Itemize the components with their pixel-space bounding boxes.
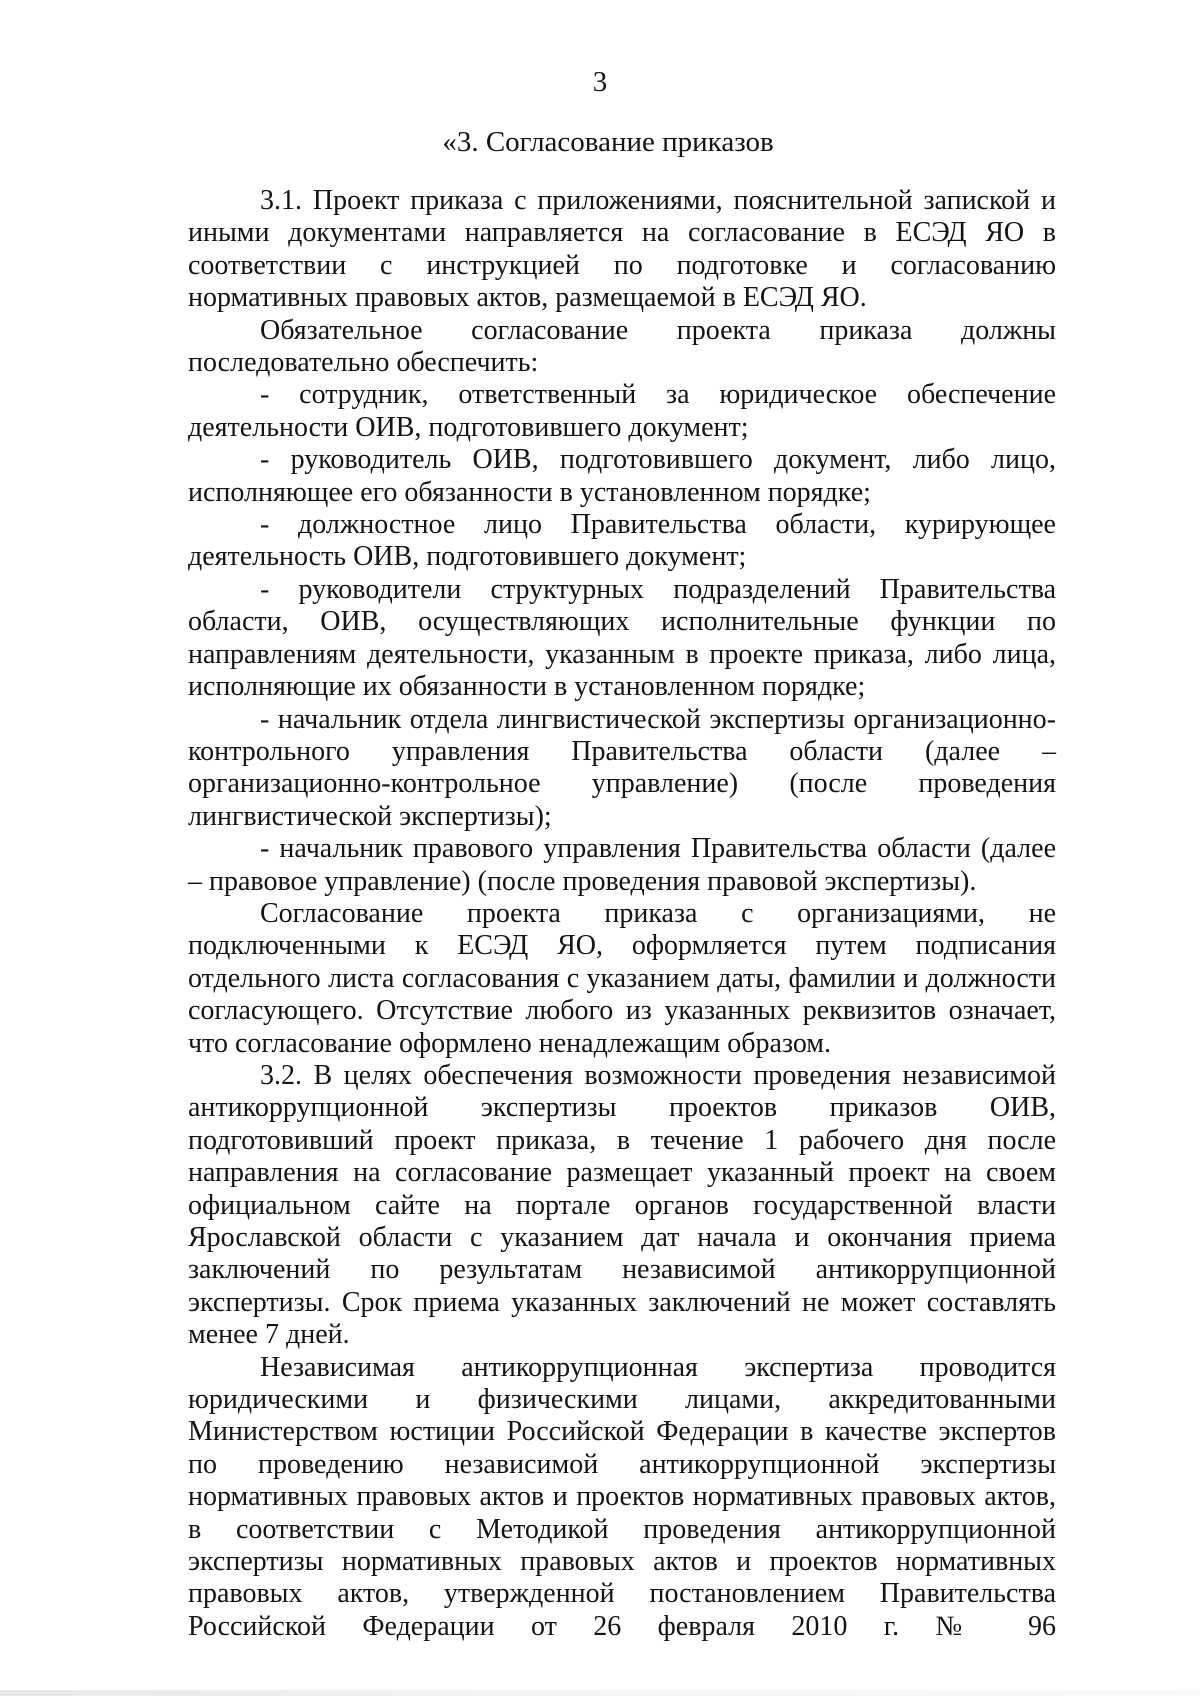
- paragraph-mandatory-approval: Обязательное согласование проекта приказа должны последовательно обеспечить:: [188, 314, 1056, 379]
- paragraph-external-approval: Согласование проекта приказа с организациями, не подключенными к ЕСЭД ЯО, оформляется путем подписания отдельного листа согласования с указанием даты, фамилии и должности согласующего. Отсутствие любого из указанных реквизитов означает, что согласование оформлено ненадлежащим образом.: [188, 897, 1056, 1059]
- list-item-head-oiv: - руководитель ОИВ, подготовившего документ, либо лицо, исполняющее его обязанности в установленном порядке;: [188, 444, 1056, 508]
- list-item-supervising-official: - должностное лицо Правительства области, курирующее деятельность ОИВ, подготовившего документ;: [188, 509, 1056, 573]
- page-number: 3: [592, 66, 608, 98]
- list-item-linguistic-expertise: - начальник отдела лингвистической экспертизы организационно-контрольного управления Правительства области (далее – организационно-контрольное управление) (после проведения лингвистической экспертизы);: [188, 703, 1056, 832]
- scan-edge-artifact: [0, 1690, 1200, 1696]
- section-title: «3. Согласование приказов: [442, 126, 774, 158]
- paragraph-3-1: 3.1. Проект приказа с приложениями, пояснительной запиской и иными документами направляется на согласование в ЕСЭД ЯО в соответствии с инструкцией по подготовке и согласованию нормативных правовых актов, размещаемой в ЕСЭД ЯО.: [188, 185, 1056, 314]
- paragraph-3-2: 3.2. В целях обеспечения возможности проведения независимой антикоррупционной экспертизы проектов приказов ОИВ, подготовивший проект приказа, в течение 1 рабочего дня после направления на согласование размещает указанный проект на своем официальном сайте на портале органов государственной власти Ярославской области с указанием дат начала и окончания приема заключений по результатам независимой антикоррупционной экспертизы. Срок приема указанных заключений не может составлять менее 7 дней.: [188, 1059, 1056, 1351]
- list-item-legal-officer: - сотрудник, ответственный за юридическое обеспечение деятельности ОИВ, подготовившего документ;: [188, 379, 1056, 443]
- list-item-legal-department: - начальник правового управления Правительства области (далее – правовое управление) (после проведения правовой экспертизы).: [188, 833, 1056, 897]
- paragraph-independent-expertise: Независимая антикоррупционная экспертиза проводится юридическими и физическими лицами, аккредитованными Министерством юстиции Российской Федерации в качестве экспертов по проведению независимой антикоррупционной экспертизы нормативных правовых актов и проектов нормативных правовых актов, в соответствии с Методикой проведения антикоррупционной экспертизы нормативных правовых актов и проектов нормативных правовых актов, утвержденной постановлением Правительства Российской Федерации от 26 февраля 2010 г. № 96: [188, 1351, 1056, 1642]
- body-text: [188, 185, 1056, 1643]
- list-item-structural-heads: - руководители структурных подразделений Правительства области, ОИВ, осуществляющих исполнительные функции по направлениям деятельности, указанным в проекте приказа, либо лица, исполняющие их обязанности в установленном порядке;: [188, 573, 1056, 703]
